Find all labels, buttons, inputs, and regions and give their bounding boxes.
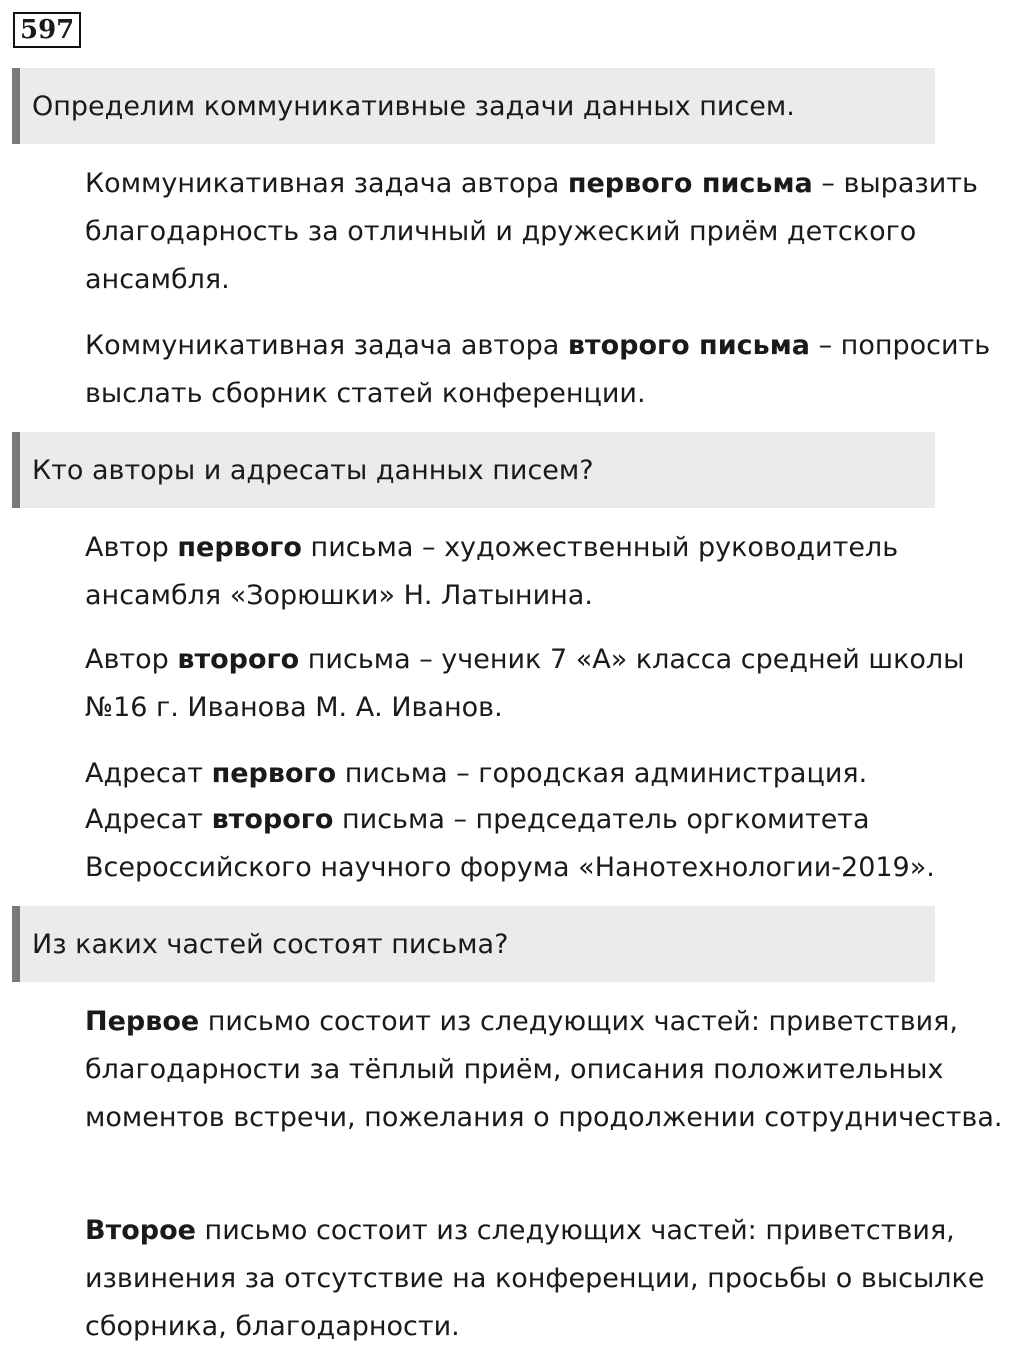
answer-1-paragraph-2: Коммуникативная задача автора второго письма – попросить выслать сборник статей конференции. xyxy=(85,330,991,409)
question-2 xyxy=(12,432,935,508)
question-1 xyxy=(12,68,935,144)
answer-3-paragraph-2: Второе письмо состоит из следующих частей: приветствия, извинения за отсутствие на конференции, просьбы о высылке сборника, благодарности. xyxy=(85,1215,985,1342)
question-2-text: Кто авторы и адресаты данных писем? xyxy=(32,454,594,486)
answer-2-paragraph-1: Автор первого письма – художественный руководитель ансамбля «Зорюшки» Н. Латынина. xyxy=(85,532,899,611)
answer-1-paragraph-1: Коммуникативная задача автора первого письма – выразить благодарность за отличный и дружеский приём детского ансамбля. xyxy=(85,168,978,295)
task-number: 597 xyxy=(13,12,81,48)
answer-2-paragraph-4: Адресат второго письма – председатель оргкомитета Всероссийского научного форума «Нанотехнологии-2019». xyxy=(85,804,935,883)
question-3 xyxy=(12,906,935,982)
question-3-text: Из каких частей состоят письма? xyxy=(32,928,509,960)
answer-2-paragraph-2: Автор второго письма – ученик 7 «А» класса средней школы №16 г. Иванова М. А. Иванов. xyxy=(85,644,965,723)
question-1-text: Определим коммуникативные задачи данных писем. xyxy=(32,90,795,122)
answer-3-paragraph-1: Первое письмо состоит из следующих частей: приветствия, благодарности за тёплый приём, описания положительных моментов встречи, пожелания о продолжении сотрудничества. xyxy=(85,1006,1003,1133)
answer-2-paragraph-3: Адресат первого письма – городская администрация. xyxy=(85,758,868,789)
